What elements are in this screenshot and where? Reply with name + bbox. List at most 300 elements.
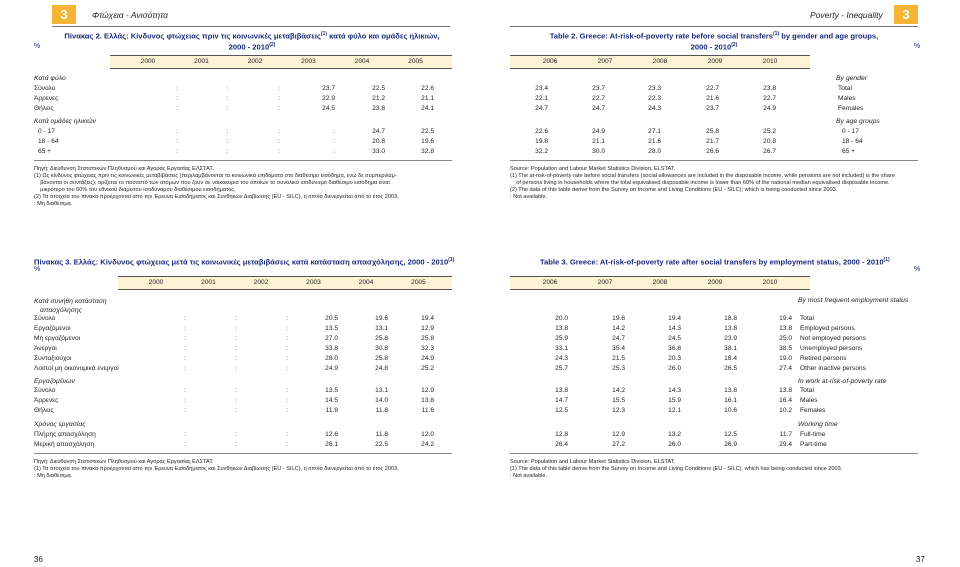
table-cell: 32.3 xyxy=(421,345,434,352)
note-line: (1) The at-risk-of-poverty rate before social transfers (social allowances are included in the disposable income, while pensions are not included) is the share xyxy=(510,173,895,179)
table-row xyxy=(0,386,960,395)
table-cell: 22.7 xyxy=(763,95,776,102)
table-cell: : xyxy=(278,138,280,145)
year-label: 2008 xyxy=(652,279,668,286)
year-label: 2003 xyxy=(306,279,321,286)
table-cell: 12.8 xyxy=(555,431,568,438)
table-cell: : xyxy=(184,355,186,362)
table-cell: : xyxy=(226,138,228,145)
table-cell: 24.9 xyxy=(325,365,338,372)
table-cell: 20.0 xyxy=(555,315,568,322)
table2-section-gender-gr: Κατά φύλο xyxy=(34,75,66,82)
year-label: 2000 xyxy=(148,279,164,286)
table-cell: 19.6 xyxy=(375,315,388,322)
header-rule-left xyxy=(52,26,450,27)
table3-year-header-gr xyxy=(118,276,452,290)
table-cell: : xyxy=(286,315,288,322)
table-cell: 11.6 xyxy=(421,407,434,414)
note-line: Πηγή: Διεύθυνση Στατιστικών Πληθυσμού και Αγοράς Εργασίας ΕΛΣΤΑΤ. xyxy=(34,166,214,172)
table-row xyxy=(0,137,960,146)
table3-section-work-en: In work at-risk-of-poverty rate xyxy=(798,378,887,385)
table3-section-status-en: By most frequent employment status xyxy=(798,297,909,304)
table-cell: 23.7 xyxy=(592,85,605,92)
table-cell: 27.0 xyxy=(325,335,338,342)
row-label-en: Total xyxy=(838,85,852,92)
note-line: : Not available. xyxy=(510,194,548,200)
row-label-en: Not employed persons xyxy=(800,335,866,342)
table2-section-age-gr: Κατά ομάδες ηλικιών xyxy=(34,118,96,125)
table2-section-age-en: By age groups xyxy=(836,118,880,125)
table-cell: 25.0 xyxy=(779,335,792,342)
table2-notes-gr xyxy=(34,166,464,208)
table-row xyxy=(0,94,960,103)
table-cell: : xyxy=(176,138,178,145)
table-cell: 20.8 xyxy=(372,138,385,145)
table-cell: : xyxy=(226,105,228,112)
table-cell: : xyxy=(184,365,186,372)
table-cell: : xyxy=(235,315,237,322)
table2-percent-gr: % xyxy=(34,43,41,50)
year-label: 2002 xyxy=(253,279,269,286)
table-cell: 23.7 xyxy=(322,85,335,92)
year-label: 2004 xyxy=(358,279,374,286)
row-label-gr: Λοιποί μη οικονομικά ενεργοί xyxy=(34,365,119,372)
row-label-gr: Μη εργαζόμενοι xyxy=(34,335,81,342)
table3-title-en: Table 3. Greece: At-risk-of-poverty rate after social transfers by employment status, 2000 - 2010$^{(1)}$ xyxy=(540,257,890,267)
table-cell: 26.5 xyxy=(724,365,737,372)
table-cell: : xyxy=(286,355,288,362)
chapter-number-left: 3 xyxy=(52,5,76,24)
table-cell: 13.1 xyxy=(375,387,388,394)
table-cell: 21.5 xyxy=(612,355,625,362)
table-cell: 24.3 xyxy=(648,105,661,112)
table-cell: : xyxy=(176,85,178,92)
table-cell: 27.2 xyxy=(612,441,625,448)
note-line: (1) Τα στοιχεία του πίνακα προέρχονται από την Έρευνα Εισοδήματος και Συνθηκών Διαβίωσης (EU - SILC), η οποία διενεργείται από το έτος 2003. xyxy=(34,466,399,472)
table-cell: : xyxy=(286,387,288,394)
table-cell: 23.3 xyxy=(648,85,661,92)
table-cell: : xyxy=(226,148,228,155)
table-cell: 19.0 xyxy=(779,355,792,362)
note-line: : Μη διαθέσιμα. xyxy=(34,201,73,207)
table-cell: 13.8 xyxy=(555,387,568,394)
table-cell: 25.8 xyxy=(375,355,388,362)
table-cell: : xyxy=(235,325,237,332)
table-cell: 19.6 xyxy=(612,315,625,322)
table-cell: : xyxy=(184,325,186,332)
row-label-gr: Σύνολο xyxy=(34,315,56,322)
table-cell: 12.0 xyxy=(421,431,434,438)
year-label: 2007 xyxy=(597,58,613,65)
table-cell: : xyxy=(333,138,335,145)
table3-percent-gr: % xyxy=(34,266,41,273)
row-label-gr: Θήλεις xyxy=(34,407,54,414)
table-row xyxy=(0,84,960,93)
table-cell: 22.5 xyxy=(421,128,434,135)
table-cell: 10.2 xyxy=(779,407,792,414)
year-label: 2006 xyxy=(542,58,558,65)
table-cell: : xyxy=(176,128,178,135)
table-cell: : xyxy=(278,105,280,112)
year-label: 2006 xyxy=(542,279,558,286)
table-row xyxy=(0,364,960,373)
table-row xyxy=(0,334,960,343)
table-cell: 25.8 xyxy=(375,335,388,342)
table3-notes-gr xyxy=(34,459,464,480)
table-cell: 24.9 xyxy=(592,128,605,135)
table-cell: 13.8 xyxy=(421,397,434,404)
table-cell: 13.2 xyxy=(668,431,681,438)
year-label: 2001 xyxy=(194,58,209,65)
table-cell: 20.3 xyxy=(668,355,681,362)
table-cell: : xyxy=(286,365,288,372)
table-cell: 22.9 xyxy=(322,95,335,102)
table-cell: : xyxy=(235,335,237,342)
table-cell: 15.9 xyxy=(668,397,681,404)
table-cell: : xyxy=(278,95,280,102)
table-row xyxy=(0,344,960,353)
row-label-en: Full-time xyxy=(800,431,826,438)
row-label-gr: 0 - 17 xyxy=(38,128,55,135)
table-cell: 24.7 xyxy=(372,128,385,135)
table-cell: 22.6 xyxy=(421,85,434,92)
year-label: 2001 xyxy=(201,279,216,286)
row-label-gr: Άρρενες xyxy=(34,95,59,102)
row-label-en: Females xyxy=(800,407,826,414)
table-cell: 13.8 xyxy=(724,387,737,394)
table-cell: 21.7 xyxy=(706,138,719,145)
row-label-en: Unemployed persons xyxy=(800,345,863,352)
table2-percent-en: % xyxy=(914,43,921,50)
table-cell: 24.5 xyxy=(322,105,335,112)
row-label-gr: Θήλεις xyxy=(34,105,54,112)
table-cell: 24.2 xyxy=(421,441,434,448)
table2-bottom-rule-gr xyxy=(34,160,452,161)
table-cell: 20.8 xyxy=(763,138,776,145)
table-cell: 25.8 xyxy=(706,128,719,135)
table-cell: 14.3 xyxy=(668,325,681,332)
table-cell: : xyxy=(286,407,288,414)
row-label-en: Total xyxy=(800,387,814,394)
table-cell: 13.5 xyxy=(325,387,338,394)
row-label-gr: Άρρενες xyxy=(34,397,59,404)
note-line: Πηγή: Διεύθυνση Στατιστικών Πληθυσμού και Αγοράς Εργασίας ΕΛΣΤΑΤ. xyxy=(34,459,214,465)
table-cell: 16.1 xyxy=(724,397,737,404)
table-cell: 24.9 xyxy=(421,355,434,362)
table-cell: : xyxy=(286,441,288,448)
table-cell: 38.1 xyxy=(724,345,737,352)
note-line: βάνονται οι συντάξεις), ορίζεται το ποσοστό των ατόμων που ζουν σε νοικοκυριά του οποίων το συνολικό ισοδύναμο διαθέσιμο εισόδημα είναι xyxy=(34,180,390,186)
row-label-gr: Πλήρης απασχόληση xyxy=(34,431,96,438)
row-label-gr: Άνεργοι xyxy=(34,345,57,352)
table-cell: 24.9 xyxy=(763,105,776,112)
row-label-en: 0 - 17 xyxy=(842,128,859,135)
table3-bottom-rule-gr xyxy=(34,453,452,454)
table-cell: 19.8 xyxy=(535,138,548,145)
table2-year-header-en xyxy=(510,55,810,69)
table-cell: 29.4 xyxy=(779,441,792,448)
note-line: : Not available. xyxy=(510,473,548,479)
table-cell: 22.5 xyxy=(375,441,388,448)
table-cell: : xyxy=(333,128,335,135)
table-row xyxy=(0,430,960,439)
table-cell: : xyxy=(184,407,186,414)
table-cell: 18.4 xyxy=(724,355,737,362)
table-cell: 19.6 xyxy=(421,138,434,145)
table-cell: : xyxy=(286,345,288,352)
table-cell: 24.5 xyxy=(668,335,681,342)
table-cell: : xyxy=(235,355,237,362)
table-cell: 30.0 xyxy=(592,148,605,155)
table-cell: 30.8 xyxy=(375,345,388,352)
table-cell: 23.7 xyxy=(706,105,719,112)
table-cell: 24.7 xyxy=(535,105,548,112)
table3-section-status-gr: Κατά συνήθη κατάσταση απασχόλησης xyxy=(34,298,107,314)
table-cell: 12.9 xyxy=(421,325,434,332)
table-cell: : xyxy=(226,85,228,92)
row-label-en: Males xyxy=(838,95,856,102)
table-cell: 25.7 xyxy=(555,365,568,372)
table-cell: 11.7 xyxy=(779,431,792,438)
table-cell: : xyxy=(184,441,186,448)
year-label: 2010 xyxy=(762,279,778,286)
table-cell: 13.8 xyxy=(779,387,792,394)
table-cell: 32.2 xyxy=(535,148,548,155)
note-line: (2) Τα στοιχεία του πίνακα προέρχονται από την Έρευνα Εισοδήματος και Συνθηκών Διαβίωσης (EU - SILC), η οποία διενεργείται από το έτος 2003. xyxy=(34,194,399,200)
table-row xyxy=(0,147,960,156)
note-line: of persons living in households where the total equivalised disposable income is lower than 60% of the national median equivalised disposable income. xyxy=(510,180,890,186)
year-label: 2010 xyxy=(762,58,778,65)
table-cell: 26.9 xyxy=(724,441,737,448)
row-label-gr: 18 - 64 xyxy=(38,138,59,145)
table-cell: : xyxy=(226,95,228,102)
row-label-en: 18 - 64 xyxy=(842,138,863,145)
year-label: 2003 xyxy=(301,58,316,65)
note-line: (1) Ως κίνδυνος φτώχειας πριν τις κοινωνικές μεταβιβάσεις (περιλαμβάνονται τα κοινωνικά επιδόματα στο διαθέσιμο εισόδημα, ενώ δε συμπεριλαμ- xyxy=(34,173,397,179)
chapter-title-left: Φτώχεια - Ανισότητα xyxy=(92,10,169,20)
table-cell: 21.6 xyxy=(648,138,661,145)
table-cell: 14.7 xyxy=(555,397,568,404)
table-cell: 22.3 xyxy=(648,95,661,102)
table-cell: 13.8 xyxy=(724,325,737,332)
row-label-en: Other inactive persons xyxy=(800,365,866,372)
table-cell: : xyxy=(184,335,186,342)
table-cell: : xyxy=(278,85,280,92)
row-label-en: Males xyxy=(800,397,818,404)
table-cell: 22.6 xyxy=(535,128,548,135)
table-cell: 22.5 xyxy=(372,85,385,92)
table-cell: 12.3 xyxy=(612,407,625,414)
table-cell: : xyxy=(184,345,186,352)
table-cell: 38.5 xyxy=(779,345,792,352)
table-cell: : xyxy=(286,335,288,342)
table-cell: : xyxy=(286,325,288,332)
table-cell: 26.0 xyxy=(668,441,681,448)
row-label-gr: Μερική απασχόληση xyxy=(34,441,95,448)
table-row xyxy=(0,354,960,363)
year-label: 2005 xyxy=(411,279,426,286)
table-cell: 12.9 xyxy=(421,387,434,394)
table-cell: : xyxy=(176,105,178,112)
table-cell: 23.8 xyxy=(372,105,385,112)
table-row xyxy=(0,104,960,113)
table-cell: 32.8 xyxy=(421,148,434,155)
row-label-en: Females xyxy=(838,105,864,112)
table3-bottom-rule-en xyxy=(510,453,918,454)
row-label-en: 65 + xyxy=(842,148,856,155)
table-cell: : xyxy=(184,315,186,322)
table2-title-gr: Πίνακας 2. Ελλάς: Κίνδυνος φτώχειας πριν τις κοινωνικές μεταβιβάσεις$^{(1)}$ κατά φύλο και ομάδες ηλικιών, 2000 - 2010$^{(2)}$ xyxy=(64,31,440,52)
table-cell: 25.3 xyxy=(612,365,625,372)
row-label-gr: Εργαζόμενοι xyxy=(34,325,71,332)
note-line: (1) The data of this table derive from the Survey on Income and Living Conditions (EU - SILC), which has being conducted since 2003. xyxy=(510,466,843,472)
table-cell: 14.0 xyxy=(375,397,388,404)
chapter-number-right: 3 xyxy=(894,5,918,24)
table-cell: 11.8 xyxy=(375,431,388,438)
table-row xyxy=(0,314,960,323)
table-cell: 24.7 xyxy=(592,105,605,112)
table-cell: 13.8 xyxy=(779,325,792,332)
table-cell: 35.4 xyxy=(612,345,625,352)
table-cell: 13.8 xyxy=(555,325,568,332)
table2-title-en: Table 2. Greece: At-risk-of-poverty rate before social transfers$^{(1)}$ by gender and age groups, 2000 - 2010$^{(2)}$ xyxy=(549,31,879,52)
table-cell: : xyxy=(235,387,237,394)
table-cell: 21.1 xyxy=(421,95,434,102)
table-cell: 22.7 xyxy=(592,95,605,102)
year-label: 2004 xyxy=(354,58,370,65)
table-cell: 23.8 xyxy=(763,85,776,92)
table-cell: 26.1 xyxy=(325,441,338,448)
table-cell: : xyxy=(176,95,178,102)
table-cell: 36.8 xyxy=(668,345,681,352)
table-cell: 11.8 xyxy=(325,407,338,414)
table-cell: 21.1 xyxy=(592,138,605,145)
table-cell: : xyxy=(235,407,237,414)
table3-section-time-gr: Χρόνος εργασίας xyxy=(34,421,86,428)
table-cell: : xyxy=(184,431,186,438)
table-cell: 19.4 xyxy=(421,315,434,322)
table-row xyxy=(0,127,960,136)
table-cell: 27.4 xyxy=(779,365,792,372)
table-cell: 25.2 xyxy=(763,128,776,135)
table-cell: 33.1 xyxy=(555,345,568,352)
table-cell: 24.7 xyxy=(612,335,625,342)
row-label-gr: Σύνολο xyxy=(34,85,56,92)
table-cell: 25.8 xyxy=(421,335,434,342)
year-label: 2005 xyxy=(408,58,423,65)
table-cell: : xyxy=(235,441,237,448)
row-label-gr: 65 + xyxy=(38,148,52,155)
table-cell: 24.3 xyxy=(555,355,568,362)
table3-section-time-en: Working time xyxy=(798,421,838,428)
table-cell: 13.5 xyxy=(325,325,338,332)
chapter-title-right: Poverty - Inequality xyxy=(810,10,883,20)
table-cell: 26.0 xyxy=(668,365,681,372)
table-row xyxy=(0,396,960,405)
row-label-en: Part-time xyxy=(800,441,827,448)
table-cell: 27.1 xyxy=(648,128,661,135)
table-cell: 20.5 xyxy=(325,315,338,322)
row-label-gr: Συνταξιούχοι xyxy=(34,355,72,362)
table3-title-gr: Πίνακας 3. Ελλάς: Κίνδυνος φτώχειας μετά τις κοινωνικές μεταβιβάσεις κατά κατάσταση απασχόλησης, 2000 - 2010$^{(1)}$ xyxy=(34,257,455,267)
table-cell: 25.9 xyxy=(555,335,568,342)
table-cell: 12.1 xyxy=(668,407,681,414)
table3-notes-en xyxy=(510,459,930,480)
table-cell: 15.5 xyxy=(612,397,625,404)
table-cell: 14.2 xyxy=(612,325,625,332)
table2-year-header-gr xyxy=(110,55,452,69)
table-cell: 13.1 xyxy=(375,325,388,332)
table2-section-gender-en: By gender xyxy=(836,75,867,82)
table-cell: : xyxy=(226,128,228,135)
table-cell: 26.4 xyxy=(555,441,568,448)
row-label-en: Employed persons xyxy=(800,325,855,332)
table-cell: 26.7 xyxy=(763,148,776,155)
table-cell: 19.4 xyxy=(668,315,681,322)
table-cell: 14.2 xyxy=(612,387,625,394)
table-cell: 18.8 xyxy=(724,315,737,322)
table-cell: : xyxy=(286,431,288,438)
table-cell: 25.2 xyxy=(421,365,434,372)
note-line: (2) The data of this table derive from the Survey on Income and Living Conditions (EU - SILC); which is being conducted since 2003. xyxy=(510,187,838,193)
year-label: 2000 xyxy=(140,58,156,65)
table-row xyxy=(0,324,960,333)
page-number-right: 37 xyxy=(916,555,925,564)
page-number-left: 36 xyxy=(34,555,43,564)
table-cell: 14.3 xyxy=(668,387,681,394)
table-cell: 28.0 xyxy=(648,148,661,155)
table-cell: : xyxy=(333,148,335,155)
table-cell: 16.4 xyxy=(779,397,792,404)
table-cell: 33.0 xyxy=(372,148,385,155)
table-cell: 26.6 xyxy=(706,148,719,155)
table-row xyxy=(0,406,960,415)
note-line: μικρότερο του 60% του εθνικού διάμεσου ισοδύναμου διαθέσιμου εισοδήματος. xyxy=(34,187,236,193)
table-cell: 23.4 xyxy=(535,85,548,92)
table-cell: : xyxy=(235,397,237,404)
note-line: : Μη διαθέσιμα. xyxy=(34,473,73,479)
table-cell: 10.6 xyxy=(724,407,737,414)
year-label: 2007 xyxy=(597,279,613,286)
table2-bottom-rule-en xyxy=(510,160,918,161)
table-cell: 12.5 xyxy=(724,431,737,438)
table-row xyxy=(0,440,960,449)
table-cell: : xyxy=(184,397,186,404)
table-cell: 23.9 xyxy=(724,335,737,342)
table-cell: 12.6 xyxy=(325,431,338,438)
note-line: Source: Population and Labour Market Statistics Division, ELSTAT. xyxy=(510,166,676,172)
note-line: Source: Population and Labour Market Statistics Division, ELSTAT. xyxy=(510,459,676,465)
table-cell: 12.9 xyxy=(612,431,625,438)
table-cell: : xyxy=(184,387,186,394)
table-cell: 33.8 xyxy=(325,345,338,352)
table-cell: : xyxy=(235,431,237,438)
table3-percent-en: % xyxy=(914,266,921,273)
row-label-en: Retired persons xyxy=(800,355,847,362)
header-rule-right xyxy=(510,26,918,27)
year-label: 2009 xyxy=(707,58,723,65)
table-cell: 19.4 xyxy=(779,315,792,322)
table-cell: 24.1 xyxy=(421,105,434,112)
table-cell: 24.8 xyxy=(375,365,388,372)
table-cell: 14.5 xyxy=(325,397,338,404)
table2-notes-en xyxy=(510,166,930,201)
table-cell: 21.2 xyxy=(372,95,385,102)
table-cell: 11.8 xyxy=(375,407,388,414)
year-label: 2002 xyxy=(247,58,263,65)
table3-year-header-en xyxy=(510,276,810,290)
table-cell: : xyxy=(235,345,237,352)
